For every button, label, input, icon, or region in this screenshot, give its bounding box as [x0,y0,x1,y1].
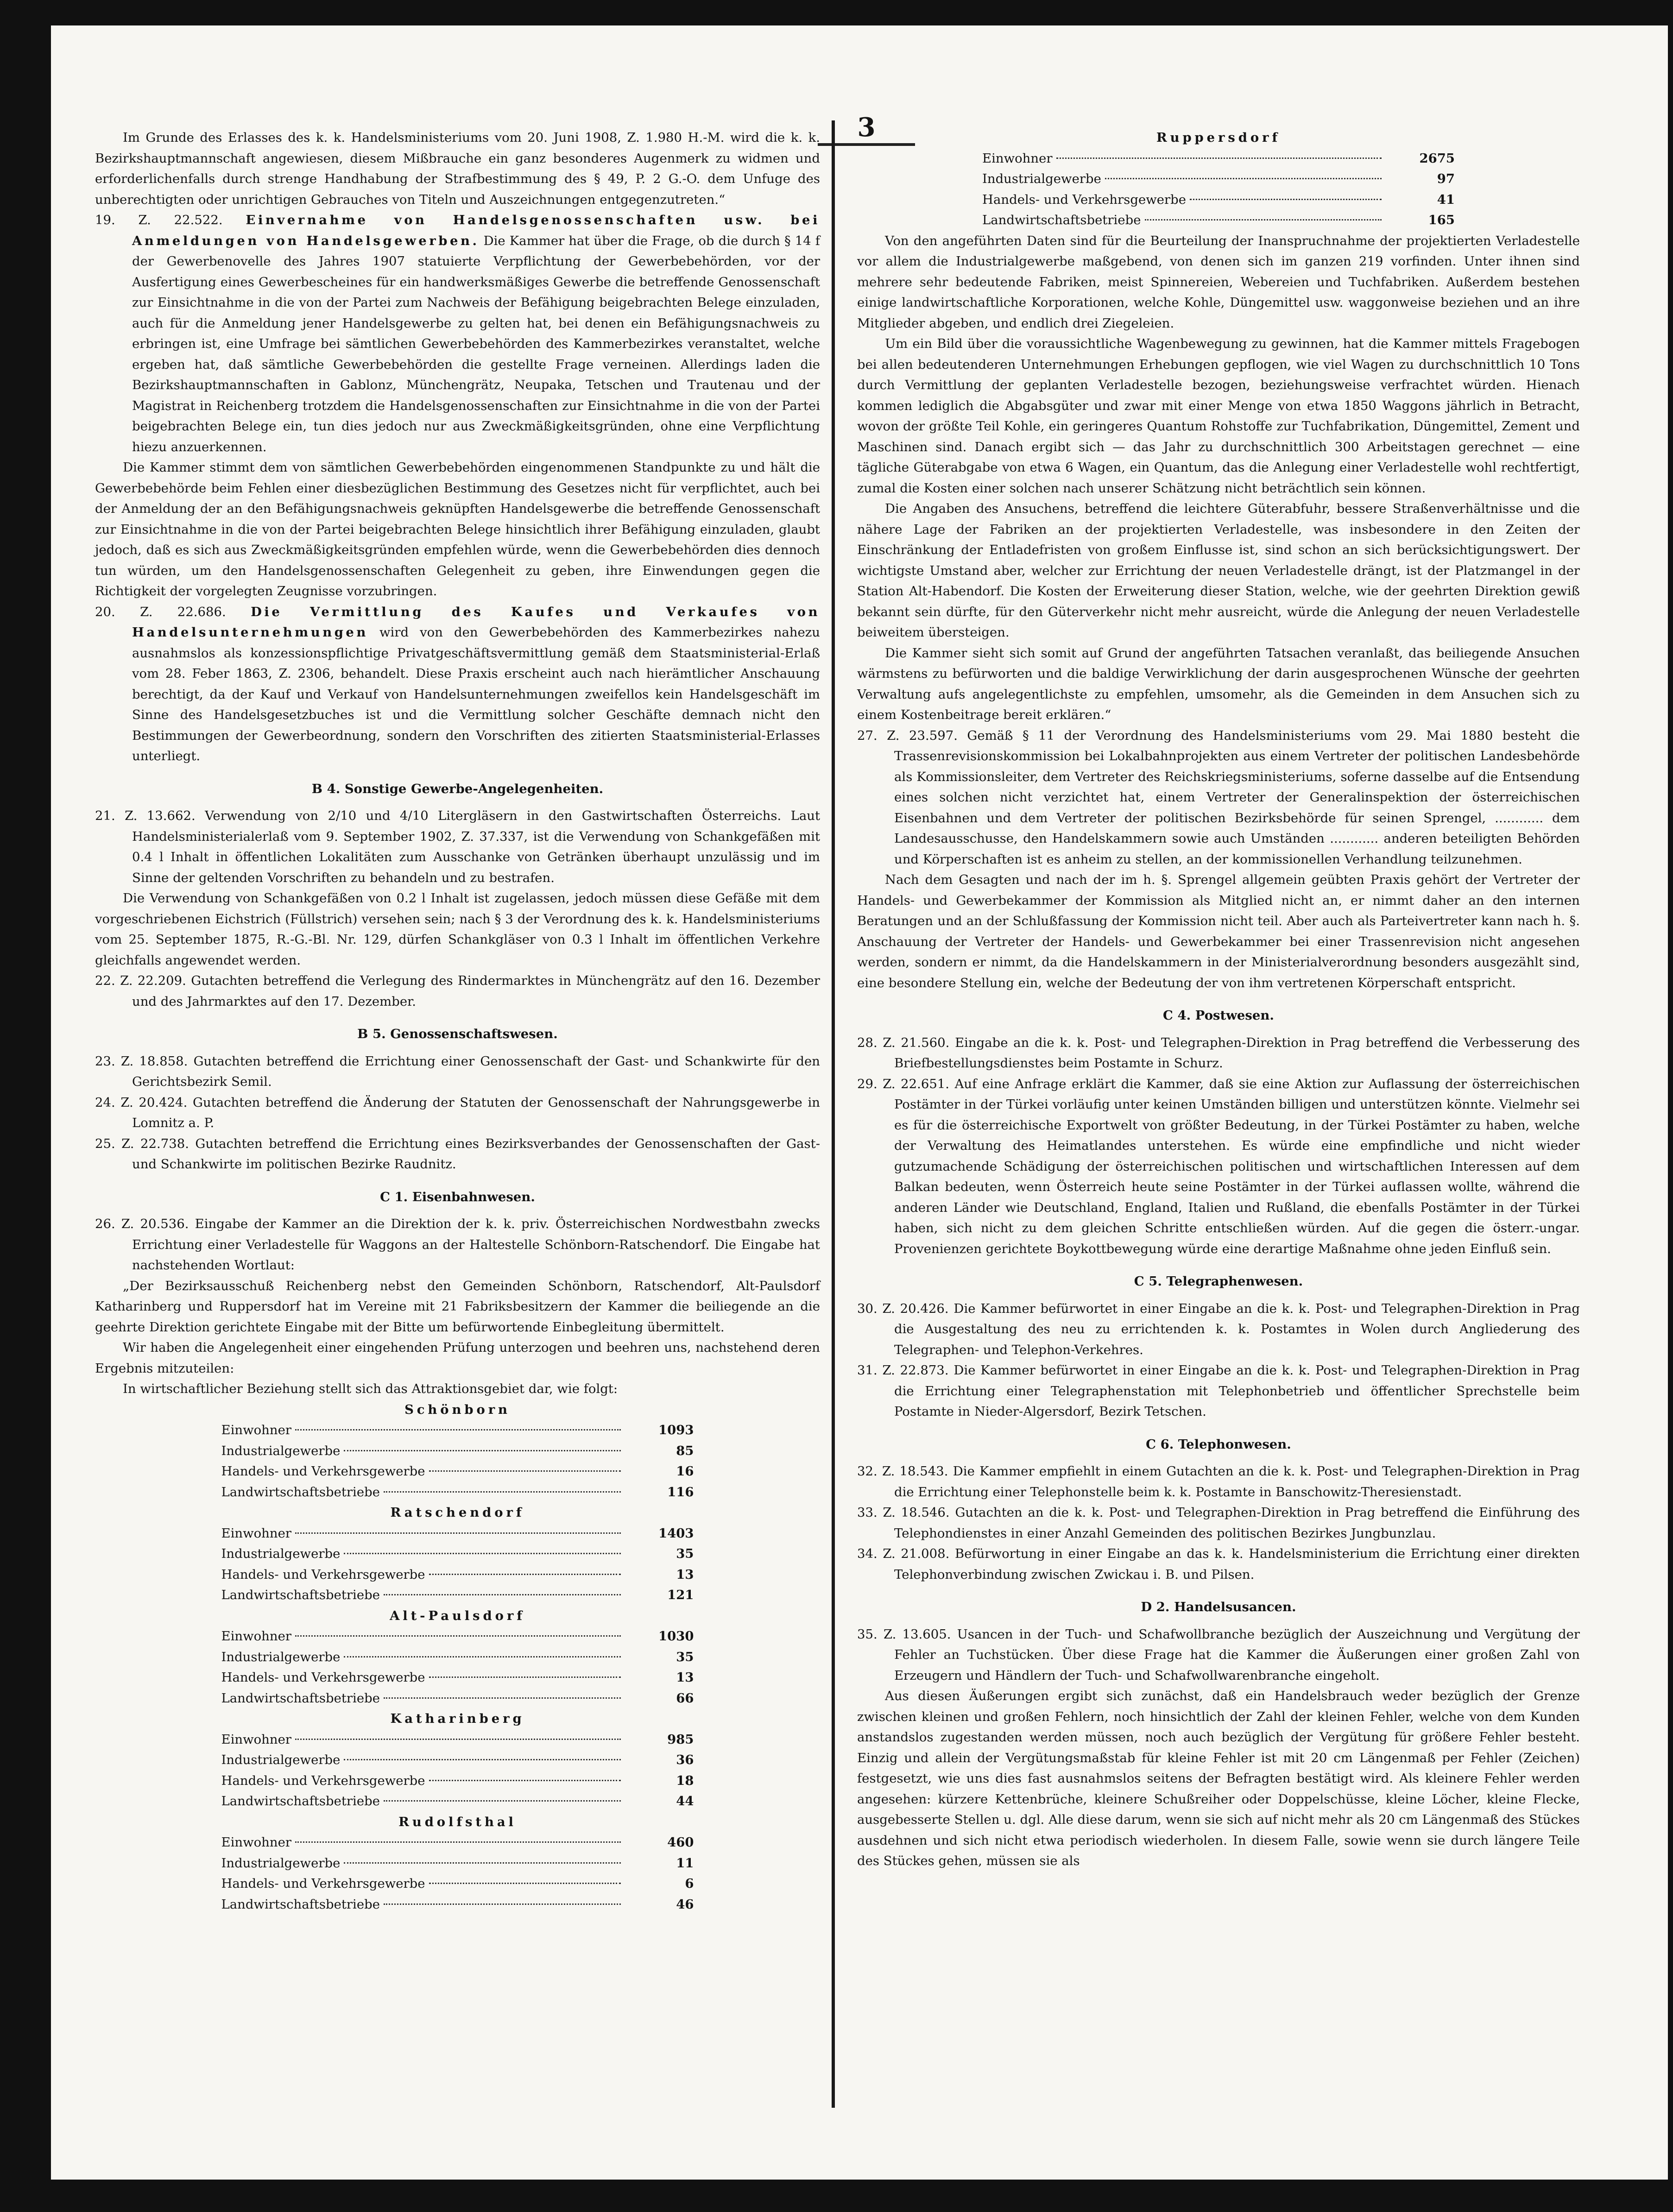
entry-20 [95,602,820,767]
entry-number: 29. Z. 22.651. [857,1076,950,1091]
intro-paragraph: Im Grunde des Erlasses des k. k. Handelsministeriums vom 20. Juni 1908, Z. 1.980 H.-M. wird die k. k. Bezirkshauptmannschaft angewiesen, diesem Mißbrauche ein ganz besonderes Augenmerk zu widmen und erforderlichenfalls durch strenge Handhabung der Strafbestimmung des § 49, P. 2 G.-O. dem Unfuge des unberechtigten oder unrichtigen Gebrauches von Titeln und Auszeichnungen entgegenzutreten.“ [95,130,820,207]
stat-row [221,1729,694,1750]
entry-26-quote: „Der Bezirksausschuß Reichenberg nebst den Gemeinden Schönborn, Ratschendorf, Alt-Paulsdorf Katharinberg und Ruppersdorf hat im Vereine mit 21 Fabriksbesitzern der Kammer die beiliegende an die geehrte Direktion gerichtete Eingabe mit der Bitte um befürwortende Einbegleitung übermittelt. [95,1278,820,1335]
entry-number: 31. Z. 22.873. [857,1363,949,1378]
stat-value: 41 [1437,192,1455,207]
stat-label: Handels- und Verkehrsgewerbe [221,1567,425,1582]
entry-34 [857,1544,1580,1585]
entry-26-cont: Wir haben die Angelegenheit einer eingehenden Prüfung unterzogen und beehren uns, nachstehend deren Ergebnis mitzuteilen: [95,1340,820,1376]
entry-21-cont: Die Verwendung von Schankgefäßen von 0.2 l Inhalt ist zugelassen, jedoch müssen diese Gefäße mit dem vorgeschriebenen Eichstrich (Füllstrich) versehen sein; nach § 3 der Verordnung des k. k. Handelsministeriums vom 25. September 1875, R.-G.-Bl. Nr. 129, dürfen Schankgläser von 0.3 l Inhalt im öffentlichen Verkehre gleichfalls angewendet werden. [95,891,820,968]
section-heading-b5: B 5. Genossenschaftswesen. [357,1027,558,1041]
stat-row [221,1626,694,1647]
stat-label: Landwirtschaftsbetriebe [982,213,1141,227]
section-heading-d2: D 2. Handelsusancen. [1141,1600,1296,1614]
entry-text: Die Kammer hat über die Frage, ob die durch § 14 f der Gewerbenovelle des Jahres 1907 statuierte Verpflichtung der Gewerbebehörden, vor der Ausfertigung eines Gewerbescheines für ein handwerksmäßiges Gewerbe die betreffende Genossenschaft zur Einsichtnahme in die von der Partei zum Nachweis der Befähigung beigebrachten Belege einzuladen, auch für die Anmeldung jener Handelsgewerbe zu gelten hat, bei denen ein Befähigungsnachweis zu erbringen ist, eine Umfrage bei sämtlichen Gewerbebehörden des Kammerbezirkes veranstaltet, welche ergeben hat, daß sämtliche Gewerbebehörden die gestellte Frage verneinen. Allerdings laden die Bezirkshauptmannschaften in Gablonz, Münchengrätz, Neupaka, Tetschen und Trautenau und der Magistrat in Reichenberg trotzdem die Handelsgenossenschaften zur Einsichtnahme in die von der Partei beigebrachten Belege ein, tun dies jedoch nur aus Zweckmäßigkeitsgründen, ohne eine Verpflichtung hiezu anzuerkennen. [132,233,820,454]
stat-label: Einwohner [221,1423,292,1437]
entry-text: Die Kammer empfiehlt in einem Gutachten an die k. k. Post- und Telegraphen-Direktion in Prag die Errichtung einer Telephonstelle beim k. k. Postamte in Banschowitz-Theresienstadt. [894,1464,1580,1500]
entry-number: 22. Z. 22.209. [95,973,186,988]
stat-row [221,1461,694,1482]
stat-value: 2675 [1419,151,1455,166]
stat-value: 121 [667,1588,694,1602]
section-heading-b4: B 4. Sonstige Gewerbe-Angelegenheiten. [311,781,604,796]
entry-31 [857,1360,1580,1422]
entry-text: Gemäß § 11 der Verordnung des Handelsministeriums vom 29. Mai 1880 besteht die Trassenrevisionskommission bei Lokalbahnprojekten aus einem Vertreter der politischen Landesbehörde als Kommissionsleiter, dem Vertreter des Reichskriegsministeriums, soferne dasselbe auf die Entsendung eines solchen nicht verzichtet hat, einem Vertreter der Generalinspektion der österreichischen Eisenbahnen und dem Vertreter der politischen Bezirksbehörde für seinen Sprengel, ............ dem Landesausschusse, den Handelskammern sowie auch Umständen ............ anderen beteiligten Behörden und Körperschaften ist es anheim zu stellen, an der kommissionellen Verhandlung teilzunehmen. [894,728,1580,867]
stat-value: 1030 [658,1629,694,1644]
stat-row [221,1832,694,1853]
entry-title: Die Vermittlung des Kaufes und Verkaufes von Handelsunternehmungen [132,604,820,640]
stat-row [982,210,1455,231]
stat-row [982,148,1455,169]
entry-text: Gutachten an die k. k. Post- und Telegraphen-Direktion in Prag betreffend die Einführung des Telephondienstes in einer Anzahl Gemeinden des politischen Bezirkes Jungbunzlau. [894,1505,1580,1541]
entry-19 [95,210,820,457]
entry-33 [857,1502,1580,1544]
stat-row [221,1420,694,1441]
entry-23 [95,1051,820,1092]
place-name: Schönborn [404,1402,511,1417]
quote-paragraph-2: Um ein Bild über die voraussichtliche Wagenbewegung zu gewinnen, hat die Kammer mittels Fragebogen bei allen bedeutenderen Unternehmungen Erhebungen gepflogen, wie viel Wagen zu durchschnittlich 10 Tons durch Vermittlung der geplanten Verladestelle bezogen, beziehungsweise verfrachtet würden. Hienach kommen lediglich die Abgabsgüter und zwar mit einer Menge von etwa 1850 Waggons jährlich in Betracht, wovon der größte Teil Kohle, ein geringeres Quantum Rohstoffe zur Tuchfabrikation, Düngemittel, Zement und Maschinen sind. Danach ergibt sich — das Jahr zu durchschnittlich 300 Arbeitstagen gerechnet — eine tägliche Güterabgabe von etwa 6 Wagen, ein Quantum, das die Anlegung einer Verladestelle wohl rechtfertigt, zumal die Kosten einer solchen nach unserer Schätzung nicht beträchtlich sein können. [857,336,1580,496]
entry-35 [857,1624,1580,1686]
stat-value: 6 [685,1876,694,1891]
stat-row [221,1771,694,1791]
entry-text: wird von den Gewerbebehörden des Kammerbezirkes nahezu ausnahmslos als konzessionspflichtige Privatgeschäftsvermittlung gemäß dem Staatsministerial-Erlaß vom 28. Feber 1863, Z. 2306, behandelt. Diese Praxis erscheint auch nach hierämtlicher Anschauung berechtigt, da der Kauf und Verkauf von Handelsunternehmungen zweifellos kein Handelsgeschäft im Sinne des Handelsgesetzbuches ist und die Vermittlung solcher Geschäfte demnach nicht den Bestimmungen der Gewerbeordnung, sondern den Vorschriften des zitierten Staatsministerial-Erlasses unterliegt. [132,625,820,763]
stat-row [221,1585,694,1606]
entry-text: Eingabe der Kammer an die Direktion der k. k. priv. Österreichischen Nordwestbahn zwecks Errichtung einer Verladestelle für Waggons an der Haltestelle Schönborn-Ratschendorf. Die Eingabe hat nachstehenden Wortlaut: [132,1216,820,1273]
entry-text: Die Kammer befürwortet in einer Eingabe an die k. k. Post- und Telegraphen-Direktion in Prag die Errichtung einer Telegraphenstation mit Telephonbetrieb und öffentlicher Sprechstelle beim Postamte in Nieder-Algersdorf, Bezirk Tetschen. [894,1363,1580,1419]
stat-value: 1403 [658,1525,694,1541]
entry-text: Eingabe an die k. k. Post- und Telegraphen-Direktion in Prag betreffend die Verbesserung des Briefbestellungsdienstes beim Postamte in Schurz. [894,1035,1580,1071]
entry-27-cont: Nach dem Gesagten und nach der im h. §. Sprengel allgemein geübten Praxis gehört der Vertreter der Handels- und Gewerbekammer der Kommission als Mitglied nicht an, er nimmt daher an den internen Beratungen und an der Schlußfassung der Kommission nicht teil. Aber auch als Parteivertreter kann nach h. §. Anschauung der Vertreter der Handels- und Gewerbekammer bei einer Trassenrevision nicht angesehen werden, sondern er nimmt, da die Handelskammern in der Ministerialverordnung besonders ausgezählt sind, eine besondere Stellung ein, welche der Bedeutung der von ihm vertretenen Körperschaft entspricht. [857,872,1580,990]
entry-30 [857,1298,1580,1361]
entry-25 [95,1134,820,1175]
stat-label: Einwohner [221,1732,292,1747]
entry-21 [95,806,820,888]
entry-number: 20. Z. 22.686. [95,604,226,619]
entry-number: 23. Z. 18.858. [95,1053,188,1069]
place-name: Ruppersdorf [1156,130,1281,145]
stat-value: 18 [676,1773,694,1788]
stat-row [221,1667,694,1688]
stat-value: 13 [676,1670,694,1685]
stat-label: Einwohner [221,1525,292,1541]
entry-number: 28. Z. 21.560. [857,1035,950,1050]
stat-value: 460 [667,1835,694,1850]
place-name: Alt-Paulsdorf [390,1608,525,1623]
stat-label: Einwohner [221,1835,292,1850]
section-heading-c1: C 1. Eisenbahnwesen. [380,1189,535,1204]
stat-value: 165 [1428,213,1455,227]
stat-value: 16 [676,1464,694,1479]
stat-label: Industrialgewerbe [982,171,1101,186]
place-name: Rudolfsthal [398,1814,517,1829]
stat-row [221,1647,694,1668]
entry-number: 30. Z. 20.426. [857,1301,949,1316]
entry-title: Einvernahme von Handelsgenossenschaften usw. bei Anmeldungen von Handelsgewerben. [132,213,820,248]
entry-text: Gutachten betreffend die Änderung der Statuten der Genossenschaft der Nahrungsgewerbe in Lomnitz a. P. [132,1095,820,1130]
column-divider [832,120,835,2108]
entry-19-cont: Die Kammer stimmt dem von sämtlichen Gewerbebehörden eingenommenen Standpunkte zu und hält die Gewerbebehörde beim Fehlen einer diesbezüglichen Bestimmung des Gesetzes nicht für verpflichtet, auch bei der Anmeldung der an den Befähigungsnachweis geknüpften Handelsgewerbe die betreffende Genossenschaft zur Einsichtnahme in die von der Partei beigebrachten Belege hinsichtlich ihrer Befähigung einzuladen, glaubt jedoch, daß es sich aus Zweckmäßigkeitsgründen empfehlen würde, wenn die Gewerbebehörden dies dennoch tun würden, um den Handelsgenossenschaften Gelegenheit zu geben, ihre Einwendungen gegen die Richtigkeit der vorgelegten Zeugnisse vorzubringen. [95,460,820,599]
entry-28 [857,1033,1580,1074]
entry-text: Verwendung von 2/10 und 4/10 Litergläsern in den Gastwirtschaften Österreichs. Laut Handelsministerialerlaß vom 9. September 1902, Z. 37.337, ist die Verwendung von Schankgefäßen mit 0.4 l Inhalt in öffentlichen Lokalitäten zum Ausschanke von Getränken überhaupt unzulässig und im Sinne der geltenden Vorschriften zu behandeln und zu bestrafen. [132,808,820,885]
stat-row [982,169,1455,189]
stat-row [221,1853,694,1874]
stats-ratschendorf [95,1502,820,1606]
stat-value: 66 [676,1690,694,1706]
entry-number: 26. Z. 20.536. [95,1216,189,1231]
entry-29 [857,1074,1580,1260]
left-column [95,127,820,1915]
entry-26 [95,1214,820,1276]
stats-alt-paulsdorf [95,1606,820,1709]
stat-row [221,1523,694,1544]
stat-value: 35 [676,1546,694,1561]
stat-label: Handels- und Verkehrsgewerbe [982,192,1187,207]
entry-number: 34. Z. 21.008. [857,1546,950,1561]
entry-number: 21. Z. 13.662. [95,808,196,823]
stat-row [221,1750,694,1771]
entry-text: Die Kammer befürwortet in einer Eingabe an die k. k. Post- und Telegraphen-Direktion in Prag die Ausgestaltung des neu zu errichtenden k. k. Postamtes in Wolen durch Angliederung des Telegraphen- und Telephon-Verkehres. [894,1301,1580,1357]
stat-value: 985 [667,1732,694,1747]
stat-value: 46 [676,1897,694,1912]
stat-row [221,1544,694,1564]
stat-value: 116 [667,1484,694,1500]
place-name: Ratschendorf [390,1505,525,1520]
stat-value: 97 [1437,171,1455,186]
entry-number: 35. Z. 13.605. [857,1626,951,1642]
stat-label: Industrialgewerbe [221,1855,341,1871]
stat-label: Landwirtschaftsbetriebe [221,1794,380,1809]
stat-row [221,1894,694,1915]
stat-label: Industrialgewerbe [221,1546,341,1561]
stat-row [221,1441,694,1462]
stat-label: Landwirtschaftsbetriebe [221,1897,380,1912]
quote-paragraph-4: Die Kammer sieht sich somit auf Grund der angeführten Tatsachen veranlaßt, das beiliegende Ansuchen wärmstens zu befürworten und die baldige Verwirklichung der darin ausgesprochenen Wünsche der geehrten Verwaltung aufs angelegentlichste zu empfehlen, umsomehr, als die Gemeinden in dem Ansuchen sich zu einem Kostenbeitrage bereit erklären.“ [857,645,1580,722]
section-heading-c6: C 6. Telephonwesen. [1146,1437,1291,1452]
stat-row [982,189,1455,210]
right-column [857,127,1580,1872]
stat-label: Landwirtschaftsbetriebe [221,1588,380,1602]
stat-label: Handels- und Verkehrsgewerbe [221,1773,425,1788]
entry-number: 25. Z. 22.738. [95,1136,189,1151]
stat-label: Einwohner [221,1629,292,1644]
stat-label: Handels- und Verkehrsgewerbe [221,1670,425,1685]
stat-row [221,1482,694,1503]
entry-24 [95,1092,820,1134]
stats-schoenborn [95,1399,820,1503]
section-heading-c4: C 4. Postwesen. [1163,1008,1274,1023]
entry-text: Gutachten betreffend die Errichtung einer Genossenschaft der Gast- und Schankwirte für den Gerichtsbezirk Semil. [132,1053,820,1089]
entry-number: 27. Z. 23.597. [857,728,958,743]
entry-text: Befürwortung in einer Eingabe an das k. k. Handelsministerium die Errichtung einer direkten Telephonverbindung zwischen Zwickau i. B. und Pilsen. [894,1546,1580,1582]
entry-32 [857,1461,1580,1502]
section-heading-c5: C 5. Telegraphenwesen. [1134,1274,1303,1289]
quote-paragraph-3: Die Angaben des Ansuchens, betreffend die leichtere Güterabfuhr, bessere Straßenverhältnisse und die nähere Lage der Fabriken an der projektierten Verladestelle, was insbesondere in den Zeiten der Einschränkung der Entladefristen von großem Einflusse ist, sind schon an sich berücksichtigungswert. Der wichtigste Umstand aber, welcher zur Errichtung der neuen Verladestelle drängt, ist der Platzmangel in der Station Alt-Habendorf. Die Kosten der Erweiterung dieser Station, welche, wie der geehrten Direktion gewiß bekannt sein dürfte, für den Güterverkehr nicht mehr ausreicht, würde die Anlegung der neuen Verladestelle beiweitem übersteigen. [857,501,1580,640]
entry-27 [857,725,1580,870]
page-number: 3 [857,112,876,143]
entry-text: Auf eine Anfrage erklärt die Kammer, daß sie eine Aktion zur Auflassung der österreichischen Postämter in der Türkei vorläufig unter keinen Umständen billigen und unterstützen könnte. Vielmehr sei es für die österreichische Exportwelt von größter Bedeutung, in der Türkei Postämter zu haben, welche der Verwaltung des Heimatlandes unterstehen. Es würde eine empfindliche und nicht wieder gutzumachende Schädigung der österreichischen politischen und wirtschaftlichen Interessen auf dem Balkan bedeuten, wenn Österreich heute seine Postämter in der Türkei auflassen wollte, während die anderen Länder wie Deutschland, England, Italien und Rußland, die ebenfalls Postämter in der Türkei haben, sich nicht zu dem gleichen Schritte entschließen würden. Auf die gegen die österr.-ungar. Provenienzen gerichtete Boykottbewegung würde eine derartige Maßnahme ohne jeden Einfluß sein. [894,1076,1580,1256]
stat-value: 35 [676,1649,694,1664]
entry-number: 33. Z. 18.546. [857,1505,950,1520]
entry-text: Gutachten betreffend die Errichtung eines Bezirksverbandes der Genossenschaften der Gast- und Schankwirte im politischen Bezirke Raudnitz. [132,1136,820,1172]
entry-26-cont2: In wirtschaftlicher Beziehung stellt sich das Attraktionsgebiet dar, wie folgt: [123,1381,618,1396]
entry-number: 19. Z. 22.522. [95,213,223,227]
place-name: Katharinberg [390,1711,525,1726]
stat-value: 1093 [658,1423,694,1437]
stat-row [221,1873,694,1894]
entry-text: Usancen in der Tuch- und Schafwollbranche bezüglich der Auszeichnung und Vergütung der Fehler an Tuchstücken. Über diese Frage hat die Kammer die Äußerungen einer großen Zahl von Erzeugern und Händlern der Tuch- und Schafwollwarenbranche eingeholt. [894,1626,1580,1683]
stat-value: 44 [676,1794,694,1809]
quote-paragraph-1: Von den angeführten Daten sind für die Beurteilung der Inanspruchnahme der projektierten Verladestelle vor allem die Industrialgewerbe maßgebend, von denen sich im ganzen 219 vorfinden. Unter ihnen sind mehrere sehr bedeutende Fabriken, meist Spinnereien, Webereien und Tuchfabriken. Außerdem bestehen einige landwirtschaftliche Korporationen, welche Kohle, Düngemittel usw. waggonweise beziehen und an ihre Mitglieder abgeben, und endlich drei Ziegeleien. [857,233,1580,331]
stat-label: Landwirtschaftsbetriebe [221,1484,380,1500]
stat-label: Industrialgewerbe [221,1443,341,1458]
stats-rudolfsthal [95,1812,820,1915]
stat-row [221,1688,694,1709]
stat-value: 85 [676,1443,694,1458]
stat-label: Industrialgewerbe [221,1649,341,1664]
stat-value: 11 [676,1855,694,1871]
entry-22 [95,971,820,1012]
entry-number: 32. Z. 18.543. [857,1464,948,1479]
stats-ruppersdorf [857,127,1580,231]
entry-number: 24. Z. 20.424. [95,1095,188,1110]
stat-label: Handels- und Verkehrsgewerbe [221,1464,425,1479]
stat-label: Industrialgewerbe [221,1752,341,1767]
stat-label: Handels- und Verkehrsgewerbe [221,1876,425,1891]
stat-value: 36 [676,1752,694,1767]
stat-row [221,1791,694,1812]
entry-35-cont: Aus diesen Äußerungen ergibt sich zunächst, daß ein Handelsbrauch weder bezüglich der Grenze zwischen kleinen und großen Fehlern, noch hinsichtlich der Zahl der kleinen Fehler, welche von dem Kunden anstandslos zugestanden werden müssen, noch auch bezüglich der Vergütung für größere Fehler besteht. Einzig und allein der Vergütungsmaßstab für kleine Fehler ist mit 20 cm Längenmaß per Fehler (Zeichen) festgesetzt, wie uns dies fast ausnahmslos seitens der Befragten bestätigt wird. Als kleinere Fehler werden angesehen: kürzere Kettenbrüche, kleinere Schußreiher oder Doppelschüsse, kleine Löcher, kleine Flecke, ausgebesserte Stellen u. dgl. Alle diese darum, wenn sie sich auf nicht mehr als 20 cm Längenmaß des Stückes ausdehnen und sich nicht etwa periodisch wiederholen. In diesem Falle, sowie wenn sie durch längere Teile des Stückes gehen, müssen sie als [857,1689,1580,1868]
stat-label: Einwohner [982,151,1053,166]
stat-label: Landwirtschaftsbetriebe [221,1690,380,1706]
stat-value: 13 [676,1567,694,1582]
entry-text: Gutachten betreffend die Verlegung des Rindermarktes in Münchengrätz auf den 16. Dezember und des Jahrmarktes auf den 17. Dezember. [132,973,820,1009]
stat-row [221,1564,694,1585]
stats-katharinberg [95,1708,820,1812]
